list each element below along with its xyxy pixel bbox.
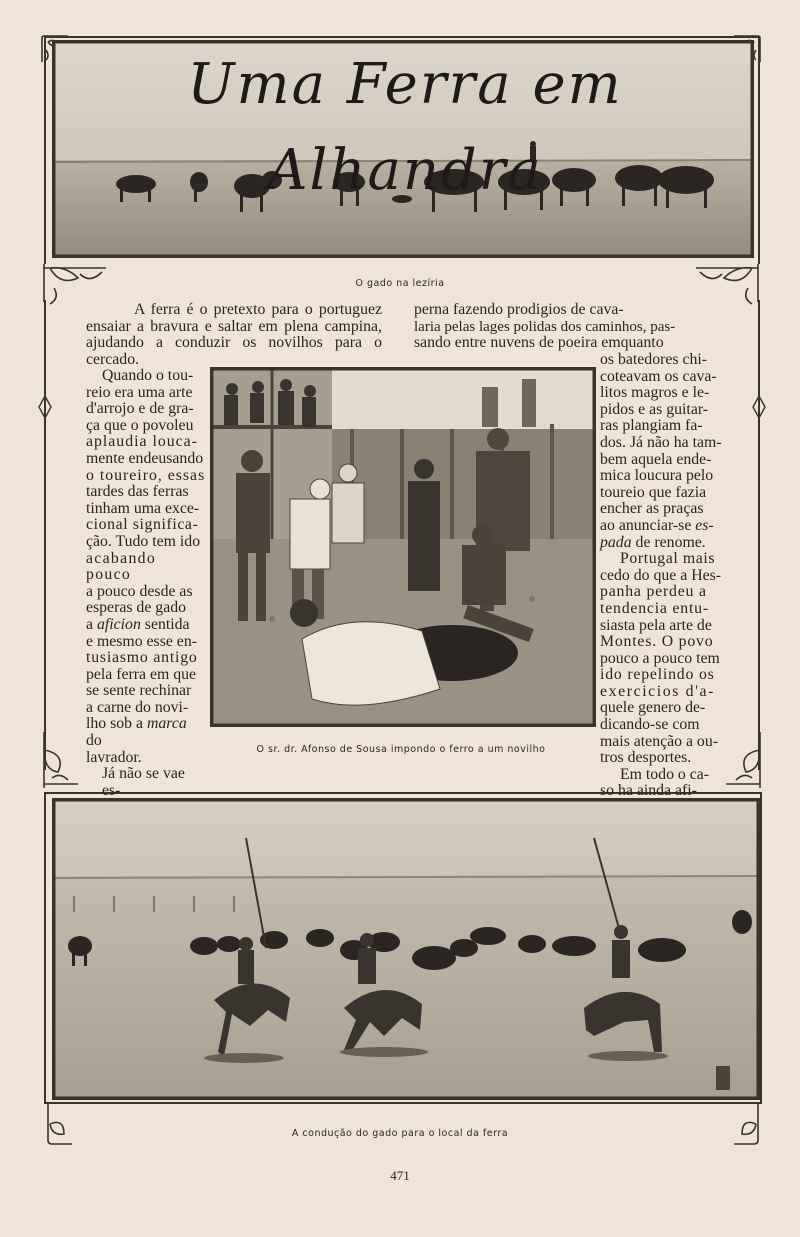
frame-bottom-photo-bottom: [44, 1102, 762, 1104]
article-line: acabando pouco: [86, 549, 157, 584]
article-line: a carne do novi-: [86, 698, 189, 716]
article-line: siasta pela arte de: [600, 616, 712, 634]
ornament-icon: [730, 1100, 764, 1146]
article-line: Montes. O povo: [600, 633, 714, 651]
frame-left-mid-line: [44, 300, 46, 770]
article-line: exercicios d'a-: [600, 682, 715, 700]
article-text: A ferra é o pretexto para o portuguez ensaiar a bravura e saltar em plena campina, ajudando a conduzir os novilhos para o cercado.: [86, 301, 382, 368]
frame-right-mid-line: [758, 300, 760, 770]
page-number: 471: [390, 1168, 410, 1183]
article-column-left: [86, 368, 206, 833]
article-line: o toureiro, essas: [86, 466, 206, 484]
photo-caption: O sr. dr. Afonso de Sousa impondo o ferro a um novilho: [256, 744, 546, 755]
article-line: [600, 535, 744, 552]
article-line: ras plangiam fa-: [600, 417, 703, 435]
frame-right-line: [758, 36, 760, 264]
article-text: do: [86, 732, 102, 750]
article-text: a: [86, 615, 97, 633]
ornament-icon: [692, 262, 762, 306]
article-line: mente endeusando: [86, 449, 204, 467]
article-text: ao anunciar-se: [600, 516, 696, 534]
article-line: Portugal mais: [620, 550, 716, 568]
article-line: litos magros e le-: [600, 384, 710, 402]
article-line: e mesmo esse en-: [86, 632, 197, 650]
frame-top-line: [44, 36, 760, 38]
article-line: panha perdeu a: [600, 583, 707, 601]
article-line: [86, 716, 206, 749]
article-line: lavrador.: [86, 748, 142, 766]
article-line: coteavam os cava-: [600, 367, 717, 385]
article-text: de renome.: [631, 533, 706, 551]
article-line: mais atenção a ou-: [600, 732, 718, 750]
article-line: perna fazendo prodigios de cava-: [414, 301, 624, 318]
diamond-icon: [37, 395, 53, 419]
article-line: encher as praças: [600, 500, 704, 518]
diamond-icon: [751, 395, 767, 419]
article-line: a pouco desde as: [86, 582, 193, 600]
ornament-icon: [42, 1100, 76, 1146]
article-line: laria pelas lages polidas dos caminhos, pas-: [414, 318, 676, 335]
article-line: bem aquela ende-: [600, 450, 712, 468]
article-emphasis: pada: [600, 533, 632, 551]
article-line: aplaudia louca-: [86, 433, 198, 451]
photo-cattle-drive: [52, 798, 760, 1100]
ornament-icon: [40, 262, 110, 306]
article-emphasis: marca: [147, 715, 187, 733]
article-line: cedo do que a Hes-: [600, 566, 722, 584]
article-line: sando entre nuvens de poeira emquanto: [414, 334, 664, 352]
article-line: d'arrojo e de gra-: [86, 400, 194, 418]
article-line: tardes das ferras: [86, 483, 189, 501]
article-line: tusiasmo antigo: [86, 649, 198, 667]
frame-bottom-photo-left: [44, 792, 46, 1104]
frame-left-line: [44, 36, 46, 264]
article-paragraph: [414, 302, 744, 352]
frame-bottom-photo-right: [760, 792, 762, 1104]
article-line: pouco a pouco tem: [600, 649, 720, 667]
article-line: dos. Já não ha tam-: [600, 433, 722, 451]
photo-branding-calf: [210, 367, 596, 727]
photo-caption: A condução do gado para o local da ferra: [291, 1128, 509, 1139]
article-line: mica loucura pelo: [600, 467, 714, 485]
article-line: ção. Tudo tem ido: [86, 532, 201, 550]
article-emphasis: es-: [695, 516, 714, 534]
article-line: se sente rechinar: [86, 682, 192, 700]
article-line: pidos e as guitar-: [600, 400, 709, 418]
article-text: lho sob a: [86, 715, 147, 733]
article-column-right: [600, 352, 744, 800]
article-line: toureio que fazia: [600, 483, 707, 501]
article-line: esperas de gado: [86, 599, 187, 617]
article-line: reio era uma arte: [86, 383, 193, 401]
article-text: sentida: [140, 615, 190, 633]
article-line: Quando o tou-: [102, 367, 194, 384]
article-line: cional significa-: [86, 516, 199, 534]
article-line: tinham uma exce-: [86, 499, 200, 517]
photo-caption: O gado na lezíria: [355, 278, 445, 289]
page-title: Uma Ferra em Alhandra: [187, 52, 623, 203]
article-paragraph: [86, 302, 382, 368]
article-line: quele genero de-: [600, 699, 706, 717]
article-line: Em todo o ca-: [620, 765, 710, 783]
article-line: ça que o povoleu: [86, 416, 194, 434]
article-line: so ha ainda afi-: [600, 782, 697, 800]
article-line: os batedores chi-: [600, 351, 708, 368]
ornament-icon: [38, 730, 82, 790]
article-line: tendencia entu-: [600, 599, 709, 617]
article-line: dicando-se com: [600, 716, 700, 734]
article-line: Já não se vae es-: [102, 765, 185, 799]
article-line: tros desportes.: [600, 749, 692, 767]
article-line: [86, 617, 206, 634]
article-emphasis: aficion: [96, 615, 141, 633]
article-line: ido repelindo os: [600, 666, 715, 684]
article-line: [600, 518, 744, 535]
article-line: pela ferra em que: [86, 665, 197, 683]
